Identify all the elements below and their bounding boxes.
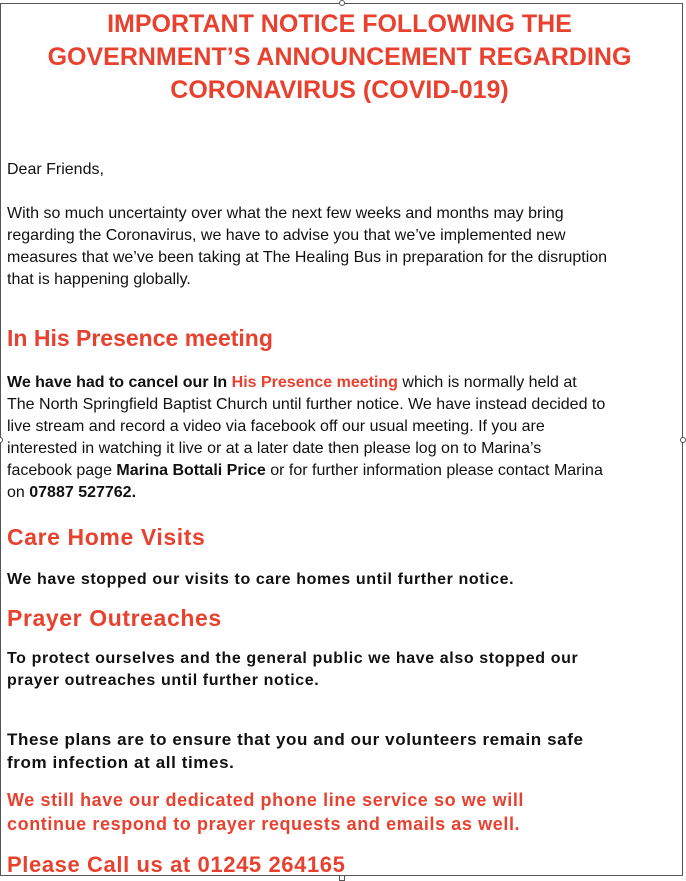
- phone-notice-line: continue respond to prayer requests and emails as well.: [7, 814, 521, 834]
- presence-line: live stream and record a video via facebook off our usual meeting. If you are: [7, 418, 545, 435]
- presence-paragraph: [7, 372, 672, 504]
- phone-notice-line: We still have our dedicated phone line service so we will: [7, 790, 525, 810]
- care-home-text: We have stopped our visits to care homes until further notice.: [7, 571, 515, 588]
- call-us-line: Please Call us at 01245 264165: [7, 852, 346, 877]
- prayer-outreach-line: To protect ourselves and the general public we have also stopped our: [7, 650, 579, 667]
- presence-line: The North Springfield Baptist Church until further notice. We have instead decided to: [7, 396, 606, 413]
- presence-meeting-highlight: His Presence meeting: [231, 374, 398, 391]
- presence-text: which is normally held at: [397, 374, 577, 391]
- section-heading-presence: In His Presence meeting: [7, 325, 273, 351]
- section-heading-care-home: Care Home Visits: [7, 524, 206, 550]
- closing-paragraph: [7, 728, 672, 774]
- frame-handle-right[interactable]: [680, 437, 686, 443]
- notice-document: [7, 0, 672, 878]
- presence-text: or for further information please contact Marina: [265, 462, 603, 479]
- intro-line: With so much uncertainty over what the next few weeks and months may bring: [7, 205, 564, 222]
- presence-text: facebook page: [7, 462, 117, 479]
- title-line: CORONAVIRUS (COVID-019): [170, 76, 509, 104]
- prayer-outreach-paragraph: [7, 648, 672, 692]
- presence-line: interested in watching it live or at a later date then please log on to Marina’s: [7, 440, 542, 457]
- presence-text-bold: We have had to cancel our In: [7, 374, 232, 391]
- contact-phone-number: 07887 527762.: [29, 484, 137, 501]
- intro-line: that is happening globally.: [7, 271, 191, 288]
- phone-service-notice: [7, 788, 672, 836]
- intro-line: regarding the Coronavirus, we have to advise you that we’ve implemented new: [7, 227, 566, 244]
- section-heading-prayer-outreaches: Prayer Outreaches: [7, 605, 222, 631]
- closing-line: These plans are to ensure that you and our volunteers remain safe: [7, 730, 584, 749]
- title-line: GOVERNMENT’S ANNOUNCEMENT REGARDING: [47, 43, 632, 71]
- greeting: Dear Friends,: [7, 161, 104, 178]
- notice-title: [7, 8, 672, 107]
- intro-paragraph: [7, 203, 672, 291]
- presence-text: on: [7, 484, 30, 501]
- closing-line: from infection at all times.: [7, 753, 235, 772]
- prayer-outreach-line: prayer outreaches until further notice.: [7, 672, 320, 689]
- intro-line: measures that we’ve been taking at The Healing Bus in preparation for the disruption: [7, 249, 608, 266]
- facebook-page-name: Marina Bottali Price: [116, 462, 266, 479]
- title-line: IMPORTANT NOTICE FOLLOWING THE: [107, 10, 572, 38]
